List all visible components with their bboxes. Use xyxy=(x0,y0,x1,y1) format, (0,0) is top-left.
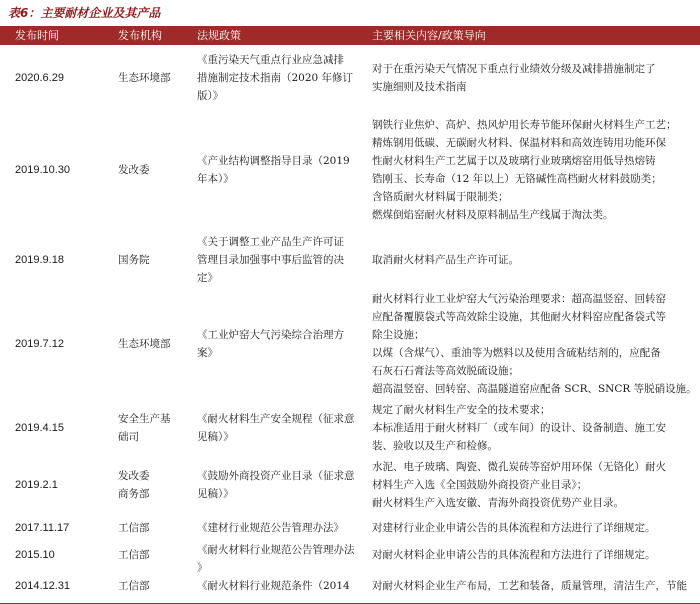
org-line: 安全生产基 xyxy=(118,413,171,425)
cell-content xyxy=(372,60,692,96)
cell-date xyxy=(15,69,105,87)
date-line: 2019.10.30 xyxy=(15,164,71,176)
policy-line: 案》 xyxy=(197,347,218,359)
content-line: 耐火材料行业工业炉窑大气污染治理要求：超高温竖窑、回转窑 xyxy=(372,293,666,305)
content-line: 实施细则及技术指南 xyxy=(372,80,467,93)
cell-org xyxy=(118,335,188,353)
table-row xyxy=(0,400,700,456)
cell-org xyxy=(118,577,188,595)
policy-line: 《鼓励外商投资产业目录（征求意 xyxy=(197,470,355,482)
policy-line: 《耐火材料生产安全规程（征求意 xyxy=(197,413,355,425)
cell-content xyxy=(372,577,692,595)
table-header xyxy=(0,26,700,45)
policy-line: 《重污染天气重点行业应急减排 xyxy=(197,53,344,66)
policy-line: 》 xyxy=(197,562,208,574)
content-line: 性耐火材料生产工艺属于以及玻璃行业玻璃熔窑用低导热熔铸 xyxy=(372,155,656,167)
header-org: 发布机构 xyxy=(118,29,162,42)
org-line: 商务部 xyxy=(118,488,150,500)
cell-org xyxy=(118,161,188,179)
cell-content xyxy=(372,458,692,512)
content-line: 对耐火材料企业生产布局，工艺和装备，质量管理，清洁生产，节能 xyxy=(372,580,687,592)
date-line: 2017.11.17 xyxy=(15,521,70,534)
cell-org xyxy=(118,467,188,503)
org-line: 础司 xyxy=(118,431,139,443)
org-line: 发改委 xyxy=(118,470,150,482)
cell-content xyxy=(372,251,692,269)
content-line: 规定了耐火材料生产安全的技术要求； xyxy=(372,404,551,416)
policy-line: 措施制定技术指南（2020 年修订 xyxy=(197,71,354,84)
cell-policy xyxy=(197,519,362,537)
content-line: 精炼钢用低碳、无碳耐火材料、保温材料和高效连铸用功能环保 xyxy=(372,137,666,149)
org-line: 国务院 xyxy=(118,254,150,266)
cell-policy xyxy=(197,577,362,595)
content-line: 水泥、电子玻璃、陶瓷、微孔炭砖等窑炉用环保（无铬化）耐火 xyxy=(372,461,666,473)
table-row xyxy=(0,288,700,400)
content-line: 对耐火材料企业申请公告的具体流程和方法进行了详细规定。 xyxy=(372,548,656,561)
cell-date xyxy=(15,546,105,564)
content-line: 超高温竖窑、回转窑、高温隧道窑应配备 SCR、SNCR 等脱硝设施。 xyxy=(372,383,697,395)
date-line: 2015.10 xyxy=(15,548,55,561)
cell-date xyxy=(15,251,105,269)
header-date: 发布时间 xyxy=(15,29,59,42)
cell-date xyxy=(15,577,105,595)
content-line: 含铬质耐火材料属于限制类； xyxy=(372,191,509,203)
date-line: 2019.4.15 xyxy=(15,422,64,434)
cell-org xyxy=(118,69,188,87)
content-line: 取消耐火材料产品生产许可证。 xyxy=(372,254,519,266)
cell-content xyxy=(372,290,697,398)
policy-line: 《耐火材料行业规范公告管理办法 xyxy=(197,544,355,556)
cell-org xyxy=(118,546,188,564)
cell-policy xyxy=(197,51,362,105)
cell-policy xyxy=(197,233,362,287)
content-line: 钢铁行业焦炉、高炉、热风炉用长寿节能环保耐火材料生产工艺； xyxy=(372,119,677,131)
cell-policy xyxy=(197,410,362,446)
org-line: 发改委 xyxy=(118,164,150,176)
content-line: 应配备覆膜袋式等高效除尘设施，其他耐火材料窑应配备袋式等 xyxy=(372,311,666,323)
cell-date xyxy=(15,476,105,494)
content-line: 本标准适用于耐火材料厂（或车间）的设计、设备制造、施工安 xyxy=(372,422,666,434)
org-line: 工信部 xyxy=(118,521,150,534)
cell-org xyxy=(118,251,188,269)
content-line: 锆刚玉、长寿命（12 年以上）无铬碱性高档耐火材料鼓励类； xyxy=(372,173,662,185)
policy-line: 《建材行业规范公告管理办法》 xyxy=(197,521,344,534)
cell-policy xyxy=(197,326,362,362)
policy-line: 《关于调整工业产品生产许可证 xyxy=(197,236,344,248)
header-policy: 法规政策 xyxy=(197,29,241,42)
table-row xyxy=(0,568,700,604)
table-row xyxy=(0,47,700,108)
cell-content xyxy=(372,519,692,537)
policy-line: 《工业炉窑大气污染综合治理方 xyxy=(197,329,344,341)
date-line: 2019.2.1 xyxy=(15,479,58,491)
table-row xyxy=(0,514,700,541)
policy-line: 管理目录加强事中事后监管的决 xyxy=(197,254,344,266)
policy-line: 《耐火材料行业规范条件（2014 xyxy=(197,580,350,592)
cell-content xyxy=(372,116,692,224)
cell-policy xyxy=(197,152,362,188)
policy-line: 版）》 xyxy=(197,89,224,102)
content-line: 对建材行业企业申请公告的具体流程和方法进行了详细规定。 xyxy=(372,521,656,534)
cell-date xyxy=(15,419,105,437)
content-line: 材料生产入选《全国鼓励外商投资产业目录》； xyxy=(372,479,588,491)
org-line: 工信部 xyxy=(118,580,150,592)
content-line: 除尘设施； xyxy=(372,329,425,341)
cell-date xyxy=(15,335,105,353)
cell-date xyxy=(15,161,105,179)
policy-line: 见稿）》 xyxy=(197,431,234,443)
org-line: 工信部 xyxy=(118,548,150,561)
cell-policy xyxy=(197,467,362,503)
cell-org xyxy=(118,519,188,537)
table-row xyxy=(0,108,700,232)
date-line: 2020.6.29 xyxy=(15,71,64,84)
policy-line: 年本）》 xyxy=(197,173,234,185)
table-title: 表6：主要耐材企业及其产品 xyxy=(8,6,161,20)
org-line: 生态环境部 xyxy=(118,71,171,84)
date-line: 2019.9.18 xyxy=(15,254,64,266)
date-line: 2014.12.31 xyxy=(15,580,71,592)
table-row xyxy=(0,456,700,514)
content-line: 耐火材料生产入选安徽、青海外商投资优势产业目录。 xyxy=(372,497,624,509)
content-line: 装、验收以及生产和检修。 xyxy=(372,440,498,452)
cell-date xyxy=(15,519,105,537)
cell-org xyxy=(118,410,188,446)
org-line: 生态环境部 xyxy=(118,338,171,350)
content-line: 燃煤倒焰窑耐火材料及原料制品生产线属于淘汰类。 xyxy=(372,209,614,221)
content-line: 石灰石石膏法等高效脱硫设施； xyxy=(372,365,519,377)
table-row xyxy=(0,232,700,288)
policy-line: 见稿）》 xyxy=(197,488,234,500)
header-content: 主要相关内容/政策导向 xyxy=(372,29,486,42)
table-row xyxy=(0,541,700,574)
cell-content xyxy=(372,546,692,564)
cell-content xyxy=(372,401,692,455)
content-line: 以煤（含煤气）、重油等为燃料以及使用含硫粘结剂的，应配备 xyxy=(372,347,661,359)
date-line: 2019.7.12 xyxy=(15,338,64,350)
content-line: 对于在重污染天气情况下重点行业绩效分级及减排措施制定了 xyxy=(372,62,656,75)
policy-line: 《产业结构调整指导目录（2019 xyxy=(197,155,350,167)
policy-line: 定》 xyxy=(197,272,218,284)
